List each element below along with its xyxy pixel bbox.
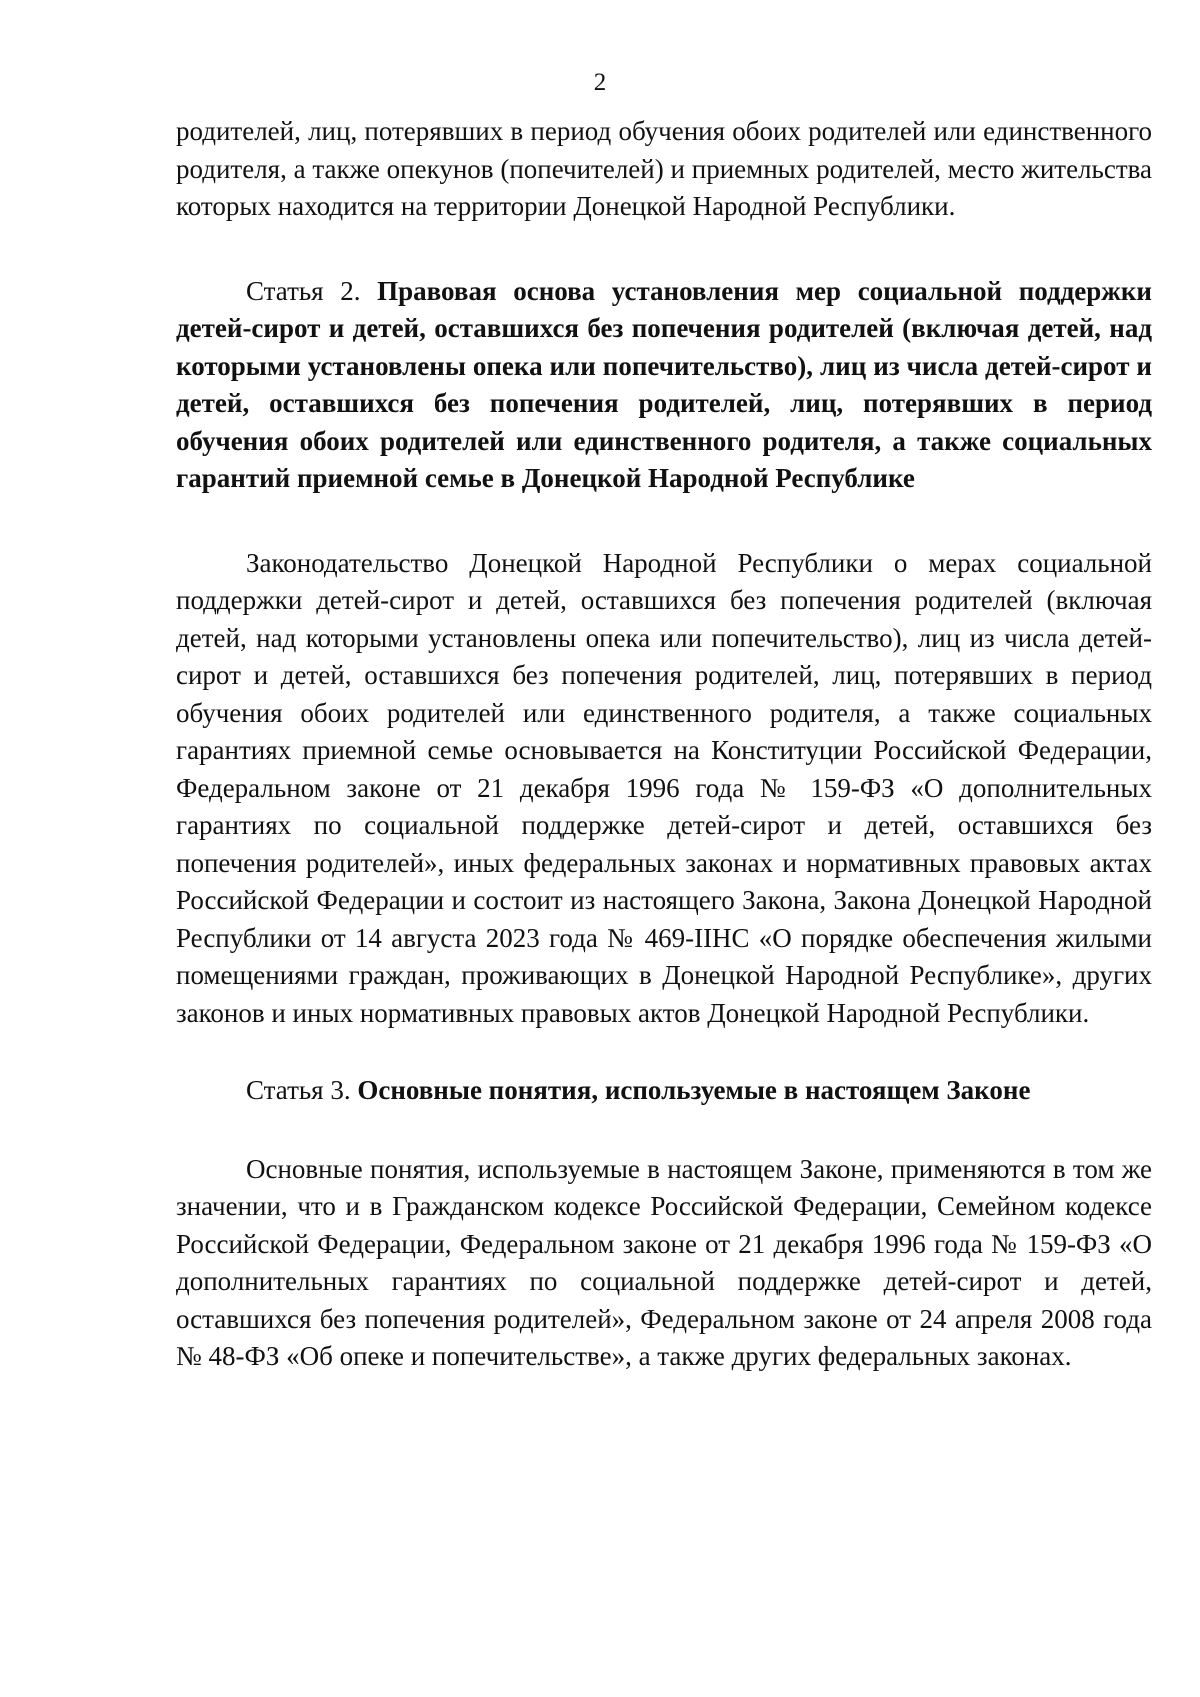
article-2-title: Правовая основа установления мер социальной поддержки детей-сирот и детей, оставшихся без попечения родителей (включая детей, над которыми установлены опека или попечительство), лиц из числа детей-сирот и детей, оставшихся без попечения родителей, лиц, потерявших в период обучения обоих родителей или единственного родителя, а также социальных гарантий приемной семье в Донецкой Народной Республике bbox=[176, 275, 1152, 493]
article-2-body: Законодательство Донецкой Народной Республики о мерах социальной поддержки детей-сирот и детей, оставшихся без попечения родителей (включая детей, над которыми установлены опека или попечительство), лиц из числа детей-сирот и детей, оставшихся без попечения родителей, лиц, потерявших в период обучения обоих родителей или единственного родителя, а также социальных гарантиях приемной семье основывается на Конституции Российской Федерации, Федеральном законе от 21 декабря 1996 года № 159-ФЗ «О дополнительных гарантиях по социальной поддержке детей-сирот и детей, оставшихся без попечения родителей», иных федеральных законах и нормативных правовых актах Российской Федерации и состоит из настоящего Закона, Закона Донецкой Народной Республики от 14 августа 2023 года № 469-IIНС «О порядке обеспечения жилыми помещениями граждан, проживающих в Донецкой Народной Республике», других законов и иных нормативных правовых актов Донецкой Народной Республики. bbox=[176, 547, 1152, 1028]
article-3-body: Основные понятия, используемые в настоящем Законе, применяются в том же значении, что и в Гражданском кодексе Российской Федерации, Семейном кодексе Российской Федерации, Федеральном законе от 21 декабря 1996 года № 159-ФЗ «О дополнительных гарантиях по социальной поддержке детей-сирот и детей, оставшихся без попечения родителей», Федеральном законе от 24 апреля 2008 года № 48-ФЗ «Об опеке и попечительстве», а также других федеральных законах. bbox=[176, 1153, 1152, 1371]
article-2-label: Статья 2. bbox=[246, 275, 378, 306]
page-number: 2 bbox=[593, 69, 607, 96]
article-3-label: Статья 3. bbox=[246, 1075, 358, 1105]
article-2-heading bbox=[176, 273, 1152, 498]
article-3-heading bbox=[176, 1072, 1152, 1110]
document-body bbox=[176, 113, 1152, 1376]
intro-paragraph: родителей, лиц, потерявших в период обучения обоих родителей или единственного родителя, а также опекунов (попечителей) и приемных родителей, место жительства которых находится на территории Донецкой Народной Республики. bbox=[176, 116, 1152, 221]
article-3-title: Основные понятия, используемые в настоящем Законе bbox=[357, 1075, 1031, 1105]
